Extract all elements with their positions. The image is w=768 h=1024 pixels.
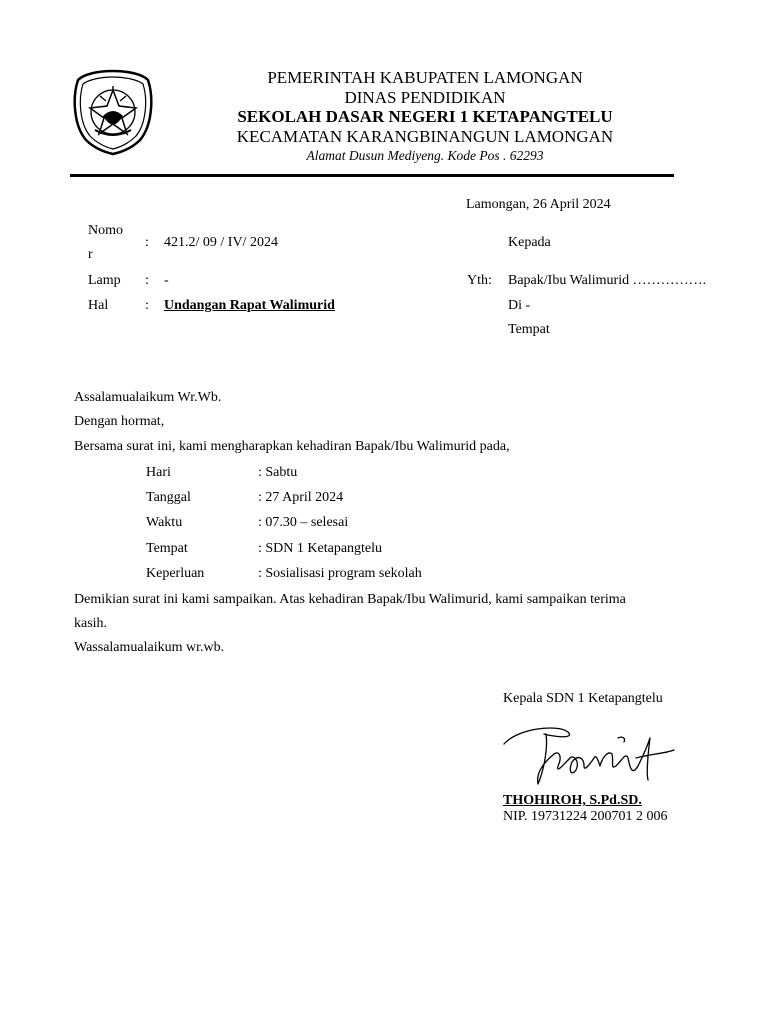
header-district: KECAMATAN KARANGBINANGUN LAMONGAN (236, 127, 614, 146)
hal-value: Undangan Rapat Walimurid (164, 298, 335, 313)
lamp-label: Lamp (88, 273, 121, 288)
salutation: Dengan hormat, (74, 414, 165, 429)
recipient-name: Bapak/Ibu Walimurid ……………. (508, 273, 707, 288)
nomor-colon: : (145, 235, 149, 250)
recipient-di: Di - (508, 298, 531, 313)
school-emblem-logo (70, 68, 156, 156)
handwritten-signature (498, 714, 678, 790)
recipient-yth-label: Yth: (467, 273, 492, 288)
letterhead-divider (70, 174, 674, 177)
signatory-name: THOHIROH, S.Pd.SD. (503, 793, 642, 808)
detail-label-waktu: Waktu (146, 515, 183, 530)
hal-label: Hal (88, 298, 109, 313)
nomor-label-wrap: r (88, 247, 93, 262)
detail-label-keperluan: Keperluan (146, 566, 205, 581)
header-government: PEMERINTAH KABUPATEN LAMONGAN (267, 68, 583, 87)
closing-paragraph-line2: kasih. (74, 616, 108, 631)
detail-value-hari: : Sabtu (258, 465, 298, 480)
header-address: Alamat Dusun Mediyeng. Kode Pos . 62293 (306, 148, 544, 163)
detail-label-tanggal: Tanggal (146, 490, 191, 505)
lamp-colon: : (145, 273, 149, 288)
nomor-value: 421.2/ 09 / IV/ 2024 (164, 235, 278, 250)
recipient-tempat: Tempat (508, 322, 550, 337)
detail-value-keperluan: : Sosialisasi program sekolah (258, 566, 422, 581)
detail-value-tanggal: : 27 April 2024 (258, 490, 344, 505)
nomor-label: Nomo (88, 223, 123, 238)
intro-paragraph: Bersama surat ini, kami mengharapkan kehadiran Bapak/Ibu Walimurid pada, (74, 439, 510, 454)
hal-colon: : (145, 298, 149, 313)
detail-label-tempat: Tempat (146, 541, 188, 556)
farewell: Wassalamualaikum wr.wb. (74, 640, 225, 655)
detail-value-waktu: : 07.30 – selesai (258, 515, 349, 530)
signatory-position: Kepala SDN 1 Ketapangtelu (503, 691, 663, 706)
detail-value-tempat: : SDN 1 Ketapangtelu (258, 541, 383, 556)
header-department: DINAS PENDIDIKAN (344, 88, 506, 107)
header-school-name: SEKOLAH DASAR NEGERI 1 KETAPANGTELU (237, 107, 613, 126)
detail-label-hari: Hari (146, 465, 171, 480)
recipient-kepada: Kepada (508, 235, 551, 250)
greeting: Assalamualaikum Wr.Wb. (74, 390, 222, 405)
letter-date: Lamongan, 26 April 2024 (466, 197, 611, 212)
closing-paragraph-line1: Demikian surat ini kami sampaikan. Atas kehadiran Bapak/Ibu Walimurid, kami sampaikan terima (74, 592, 626, 607)
lamp-value: - (164, 273, 169, 288)
signatory-nip: NIP. 19731224 200701 2 006 (503, 809, 668, 824)
